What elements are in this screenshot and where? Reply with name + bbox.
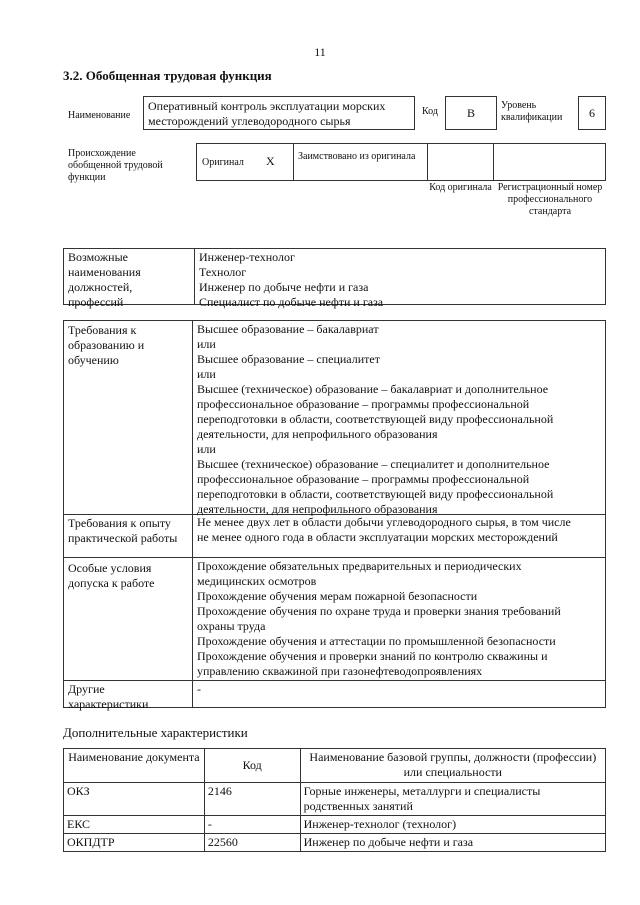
- origin-divider: [427, 143, 428, 181]
- text-line: переподготовки в области, соответствующей виду профессиональной: [197, 412, 554, 426]
- text-line: переподготовки в области, соответствующей виду профессиональной: [197, 487, 554, 501]
- text-line: деятельности, для непрофильного образования: [197, 427, 438, 441]
- header-cell: Наименование документа: [64, 749, 205, 783]
- origin-divider: [293, 143, 294, 181]
- requirement-label: Требования к опыту практической работы: [68, 516, 178, 545]
- code-caption: Код оригинала: [429, 182, 492, 193]
- header-cell: Наименование базовой группы, должности (профессии) или специальности: [300, 749, 605, 783]
- text-line: Прохождение обязательных предварительных и периодических: [197, 559, 522, 573]
- table-row: [64, 783, 606, 816]
- page-number: 11: [314, 45, 326, 59]
- table-cell: -: [204, 816, 300, 834]
- table-cell: 22560: [204, 834, 300, 852]
- level-label: Уровень квалификации: [501, 100, 563, 123]
- header-cell: Код: [204, 749, 300, 783]
- requirement-text: [197, 682, 201, 697]
- position-item: Инженер-технолог: [199, 250, 295, 264]
- code-label: Код: [422, 106, 438, 117]
- table-cell: Инженер-технолог (технолог): [300, 816, 605, 834]
- text-line: Высшее образование – специалитет: [197, 352, 380, 366]
- section-title: 3.2. Обобщенная трудовая функция: [63, 68, 272, 83]
- text-line: управлению скважиной при газонефтеводопроявлениях: [197, 664, 483, 678]
- level-value: 6: [578, 96, 606, 130]
- text-line: или: [197, 442, 216, 456]
- text-line: Высшее образование – бакалавриат: [197, 322, 379, 336]
- requirement-text: [197, 322, 553, 517]
- text-line: Прохождение обучения по охране труда и проверки знания требований: [197, 604, 561, 618]
- table-header-row: [64, 749, 606, 783]
- table-row: [64, 834, 606, 852]
- text-line: не менее одного года в области эксплуатации морских месторождений: [197, 530, 558, 544]
- table-cell: Горные инженеры, металлурги и специалисты родственных занятий: [300, 783, 605, 816]
- table-cell: ОКЗ: [64, 783, 205, 816]
- text-line: Не менее двух лет в области добычи углеводородного сырья, в том числе: [197, 515, 571, 529]
- text-line: или: [197, 367, 216, 381]
- reg-caption: Регистрационный номер профессионального стандарта: [497, 182, 603, 217]
- positions-label: Возможные наименования должностей, профессий: [68, 250, 141, 309]
- positions-divider: [194, 248, 195, 305]
- text-line: или: [197, 337, 216, 351]
- table-cell: ЕКС: [64, 816, 205, 834]
- position-item: Специалист по добыче нефти и газа: [199, 295, 384, 309]
- row-divider: [63, 557, 606, 558]
- additional-table: [63, 748, 606, 852]
- text-line: Прохождение обучения и аттестации по промышленной безопасности: [197, 634, 556, 648]
- requirement-label: Требования к образованию и обучению: [68, 323, 145, 367]
- table-cell: ОКПДТР: [64, 834, 205, 852]
- table-cell: Инженер по добыче нефти и газа: [300, 834, 605, 852]
- table-cell: 2146: [204, 783, 300, 816]
- origin-divider: [493, 143, 494, 181]
- text-line: профессиональное образование – программы профессиональной: [197, 397, 530, 411]
- requirement-text: [197, 559, 561, 679]
- original-mark: X: [266, 154, 275, 168]
- positions-list: [199, 250, 383, 310]
- name-label: Наименование: [68, 110, 131, 121]
- text-line: деятельности, для непрофильного образования: [197, 502, 438, 516]
- requirement-label: Другие характеристики: [68, 682, 149, 711]
- code-value: В: [445, 96, 497, 130]
- text-line: Высшее (техническое) образование – бакалавриат и дополнительное: [197, 382, 549, 396]
- table-row: [64, 816, 606, 834]
- original-label: Оригинал: [202, 157, 244, 168]
- requirement-label: Особые условия допуска к работе: [68, 561, 155, 590]
- row-divider: [63, 680, 606, 681]
- borrowed-label: Заимствовано из оригинала: [298, 151, 416, 162]
- additional-title: Дополнительные характеристики: [63, 725, 248, 740]
- text-line: Прохождение обучения мерам пожарной безопасности: [197, 589, 478, 603]
- text-line: Высшее (техническое) образование – специалитет и дополнительное: [197, 457, 550, 471]
- text-line: профессиональное образование – программы профессиональной: [197, 472, 530, 486]
- origin-label: Происхождение обобщенной трудовой функции: [68, 148, 163, 183]
- position-item: Технолог: [199, 265, 247, 279]
- text-line: Прохождение обучения и проверки знаний по контролю скважины и: [197, 649, 548, 663]
- name-value: Оперативный контроль эксплуатации морских месторождений углеводородного сырья: [143, 96, 415, 130]
- position-item: Инженер по добыче нефти и газа: [199, 280, 369, 294]
- text-line: охраны труда: [197, 619, 266, 633]
- text-line: -: [197, 682, 201, 696]
- requirement-text: [197, 515, 571, 545]
- text-line: медицинских осмотров: [197, 574, 317, 588]
